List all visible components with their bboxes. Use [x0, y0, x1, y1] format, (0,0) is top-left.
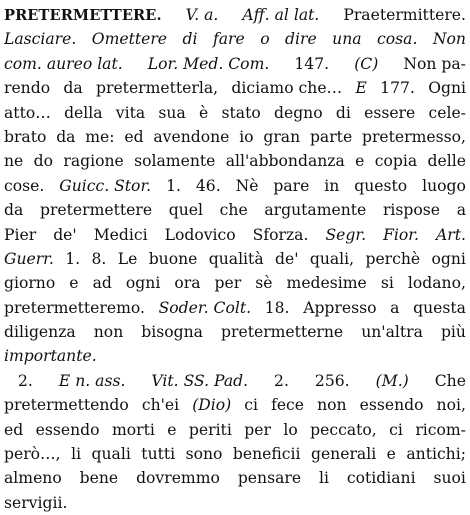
- word: pretermettendo: [4, 396, 129, 415]
- word: vita: [115, 103, 146, 122]
- word: V. a.: [185, 6, 219, 24]
- word: (Dio): [192, 396, 232, 415]
- word: stato: [221, 103, 261, 122]
- word: non: [317, 396, 347, 415]
- word: Nè: [235, 176, 259, 195]
- word: 256.: [314, 371, 350, 390]
- text-line: [4, 125, 466, 149]
- word: gran: [263, 127, 301, 146]
- word: sono: [185, 445, 223, 464]
- word: all'abbondanza: [225, 152, 345, 171]
- word: quali,: [309, 249, 355, 268]
- text-line: [4, 296, 466, 320]
- word: pretermetterla,: [96, 79, 219, 98]
- word: pensare: [237, 469, 302, 488]
- word: 1.: [65, 249, 81, 268]
- word: 18.: [264, 298, 290, 317]
- word: antichi;: [406, 445, 466, 464]
- word: parte: [309, 127, 353, 146]
- text-line: [4, 344, 466, 368]
- word: Vit. SS. Pad.: [151, 371, 249, 390]
- word: almeno: [4, 469, 62, 488]
- word: periti: [188, 420, 232, 439]
- word: diciamo che…: [231, 79, 343, 98]
- word: li: [71, 445, 82, 464]
- word: essere: [364, 103, 416, 122]
- word: E n. ass.: [58, 371, 126, 390]
- word: 147.: [294, 54, 330, 73]
- word: ci: [244, 396, 259, 415]
- word: ricom-: [415, 420, 466, 439]
- word: lodano,: [407, 274, 466, 293]
- word: non: [93, 323, 124, 342]
- word: morti: [111, 420, 155, 439]
- word: de': [53, 225, 77, 244]
- word: della: [64, 103, 103, 122]
- word: di: [182, 30, 198, 49]
- word: giorno: [4, 274, 56, 293]
- text-line: [4, 3, 466, 27]
- word: fare: [212, 30, 245, 49]
- word: lo: [283, 420, 298, 439]
- word: Fior.: [383, 225, 419, 244]
- word: degno: [273, 103, 323, 122]
- word: un'altra: [361, 323, 423, 342]
- word: da: [4, 201, 24, 220]
- word: ch'ei: [141, 396, 180, 415]
- text-line: [4, 198, 466, 222]
- word: Non pa-: [403, 54, 466, 73]
- text-line: [4, 247, 466, 271]
- word: rispose: [382, 201, 441, 220]
- word: fece: [271, 396, 305, 415]
- word: Art.: [436, 225, 466, 244]
- word: ragione: [63, 152, 124, 171]
- word: Aff. al lat.: [242, 6, 320, 24]
- dictionary-entry: [4, 3, 466, 515]
- word: ogni: [431, 249, 466, 268]
- word: Le: [117, 249, 138, 268]
- word: delle: [427, 152, 466, 171]
- word: diligenza: [4, 323, 76, 342]
- word: E: [355, 79, 367, 98]
- word: com. aureo lat.: [4, 54, 123, 73]
- word: (C): [354, 54, 379, 73]
- word: per: [214, 274, 242, 293]
- word: pare: [273, 176, 310, 195]
- word: ed: [4, 420, 24, 439]
- word: pretermesso,: [361, 127, 466, 146]
- word: Segr.: [325, 225, 367, 244]
- word: atto…: [4, 103, 51, 122]
- word: peccato,: [310, 420, 377, 439]
- word: beneficii: [232, 445, 301, 464]
- word: che: [219, 201, 248, 220]
- word: bisogna: [141, 323, 203, 342]
- word: Che: [434, 371, 466, 390]
- word: però…,: [4, 445, 61, 464]
- word: Guicc. Stor.: [59, 176, 152, 195]
- word: 8.: [91, 249, 107, 268]
- word: più: [440, 323, 466, 342]
- word: sua: [158, 103, 186, 122]
- word: noi,: [436, 396, 466, 415]
- word: generali: [310, 445, 377, 464]
- word: Lodovico: [164, 225, 236, 244]
- word: ne: [4, 152, 24, 171]
- word: e: [355, 152, 365, 171]
- word: questa: [413, 298, 466, 317]
- word: copia: [374, 152, 418, 171]
- word: dire: [285, 30, 317, 49]
- word: 46.: [195, 176, 221, 195]
- word: importante.: [4, 347, 97, 366]
- word: Appresso: [303, 298, 377, 317]
- word: li: [318, 469, 329, 488]
- headword: PRETERMETTERE.: [4, 7, 162, 24]
- text-line: [4, 491, 466, 515]
- word: cosa.: [377, 30, 418, 49]
- word: cele-: [428, 103, 466, 122]
- word: sè: [255, 274, 273, 293]
- word: pretermetteremo.: [4, 298, 145, 317]
- word: a: [390, 298, 400, 317]
- word: cotidiani: [346, 469, 416, 488]
- word: pretermettere: [39, 201, 153, 220]
- word: quel: [168, 201, 203, 220]
- word: quali: [91, 445, 131, 464]
- word: da: [63, 79, 83, 98]
- word: in: [324, 176, 340, 195]
- word: io: [239, 127, 254, 146]
- word: Lasciare.: [4, 30, 77, 49]
- word: solamente: [134, 152, 216, 171]
- text-line: [4, 369, 466, 393]
- text-line: [4, 52, 466, 76]
- word: ed: [124, 127, 144, 146]
- word: medesime: [286, 274, 367, 293]
- text-line: [4, 174, 466, 198]
- word: pretermetterne: [221, 323, 344, 342]
- word: Lor. Med. Com.: [147, 54, 270, 73]
- word: rendo: [4, 79, 51, 98]
- word: Medici: [93, 225, 148, 244]
- word: bene: [79, 469, 119, 488]
- text-line: [4, 101, 466, 125]
- word: 2.: [18, 371, 33, 390]
- word: servigii.: [4, 493, 68, 512]
- word: Praetermittere.: [343, 6, 466, 24]
- word: suoi: [433, 469, 466, 488]
- text-line: [4, 149, 466, 173]
- word: cose.: [4, 176, 45, 195]
- word: a: [456, 201, 466, 220]
- word: è: [199, 103, 209, 122]
- word: Pier: [4, 225, 37, 244]
- word: e: [69, 274, 79, 293]
- text-line: [4, 271, 466, 295]
- word: brato: [4, 127, 47, 146]
- word: de': [274, 249, 299, 268]
- word: Guerr.: [4, 249, 54, 268]
- word: da: [56, 127, 76, 146]
- word: Omettere: [91, 30, 168, 49]
- word: avendone: [153, 127, 230, 146]
- word: Soder. Colt.: [158, 298, 252, 317]
- word: ad: [92, 274, 112, 293]
- word: do: [33, 152, 54, 171]
- word: Non: [432, 30, 466, 49]
- word: e: [386, 445, 396, 464]
- word: 2.: [274, 371, 289, 390]
- word: (M.): [375, 371, 409, 390]
- word: me:: [85, 127, 115, 146]
- word: buone: [148, 249, 198, 268]
- text-line: [4, 76, 466, 100]
- word: essendo: [35, 420, 100, 439]
- word: qualità: [208, 249, 264, 268]
- word: una: [332, 30, 362, 49]
- word: 177.: [380, 79, 415, 98]
- text-line: [4, 320, 466, 344]
- word: si: [380, 274, 394, 293]
- word: per: [244, 420, 271, 439]
- word: di: [335, 103, 351, 122]
- word: e: [167, 420, 177, 439]
- text-line: [4, 442, 466, 466]
- word: luogo: [422, 176, 466, 195]
- word: essendo: [359, 396, 424, 415]
- word: ci: [389, 420, 403, 439]
- word: ora: [174, 274, 201, 293]
- word: perchè: [365, 249, 421, 268]
- text-line: [4, 27, 466, 51]
- word: tutti: [141, 445, 176, 464]
- word: questo: [354, 176, 408, 195]
- word: o: [260, 30, 270, 49]
- text-line: [4, 418, 466, 442]
- word: Ogni: [428, 79, 466, 98]
- text-line: [4, 223, 466, 247]
- word: ogni: [125, 274, 161, 293]
- word: Sforza.: [252, 225, 309, 244]
- text-line: [4, 466, 466, 490]
- word: argutamente: [264, 201, 367, 220]
- word: 1.: [166, 176, 181, 195]
- text-line: [4, 393, 466, 417]
- word: dovremmo: [136, 469, 220, 488]
